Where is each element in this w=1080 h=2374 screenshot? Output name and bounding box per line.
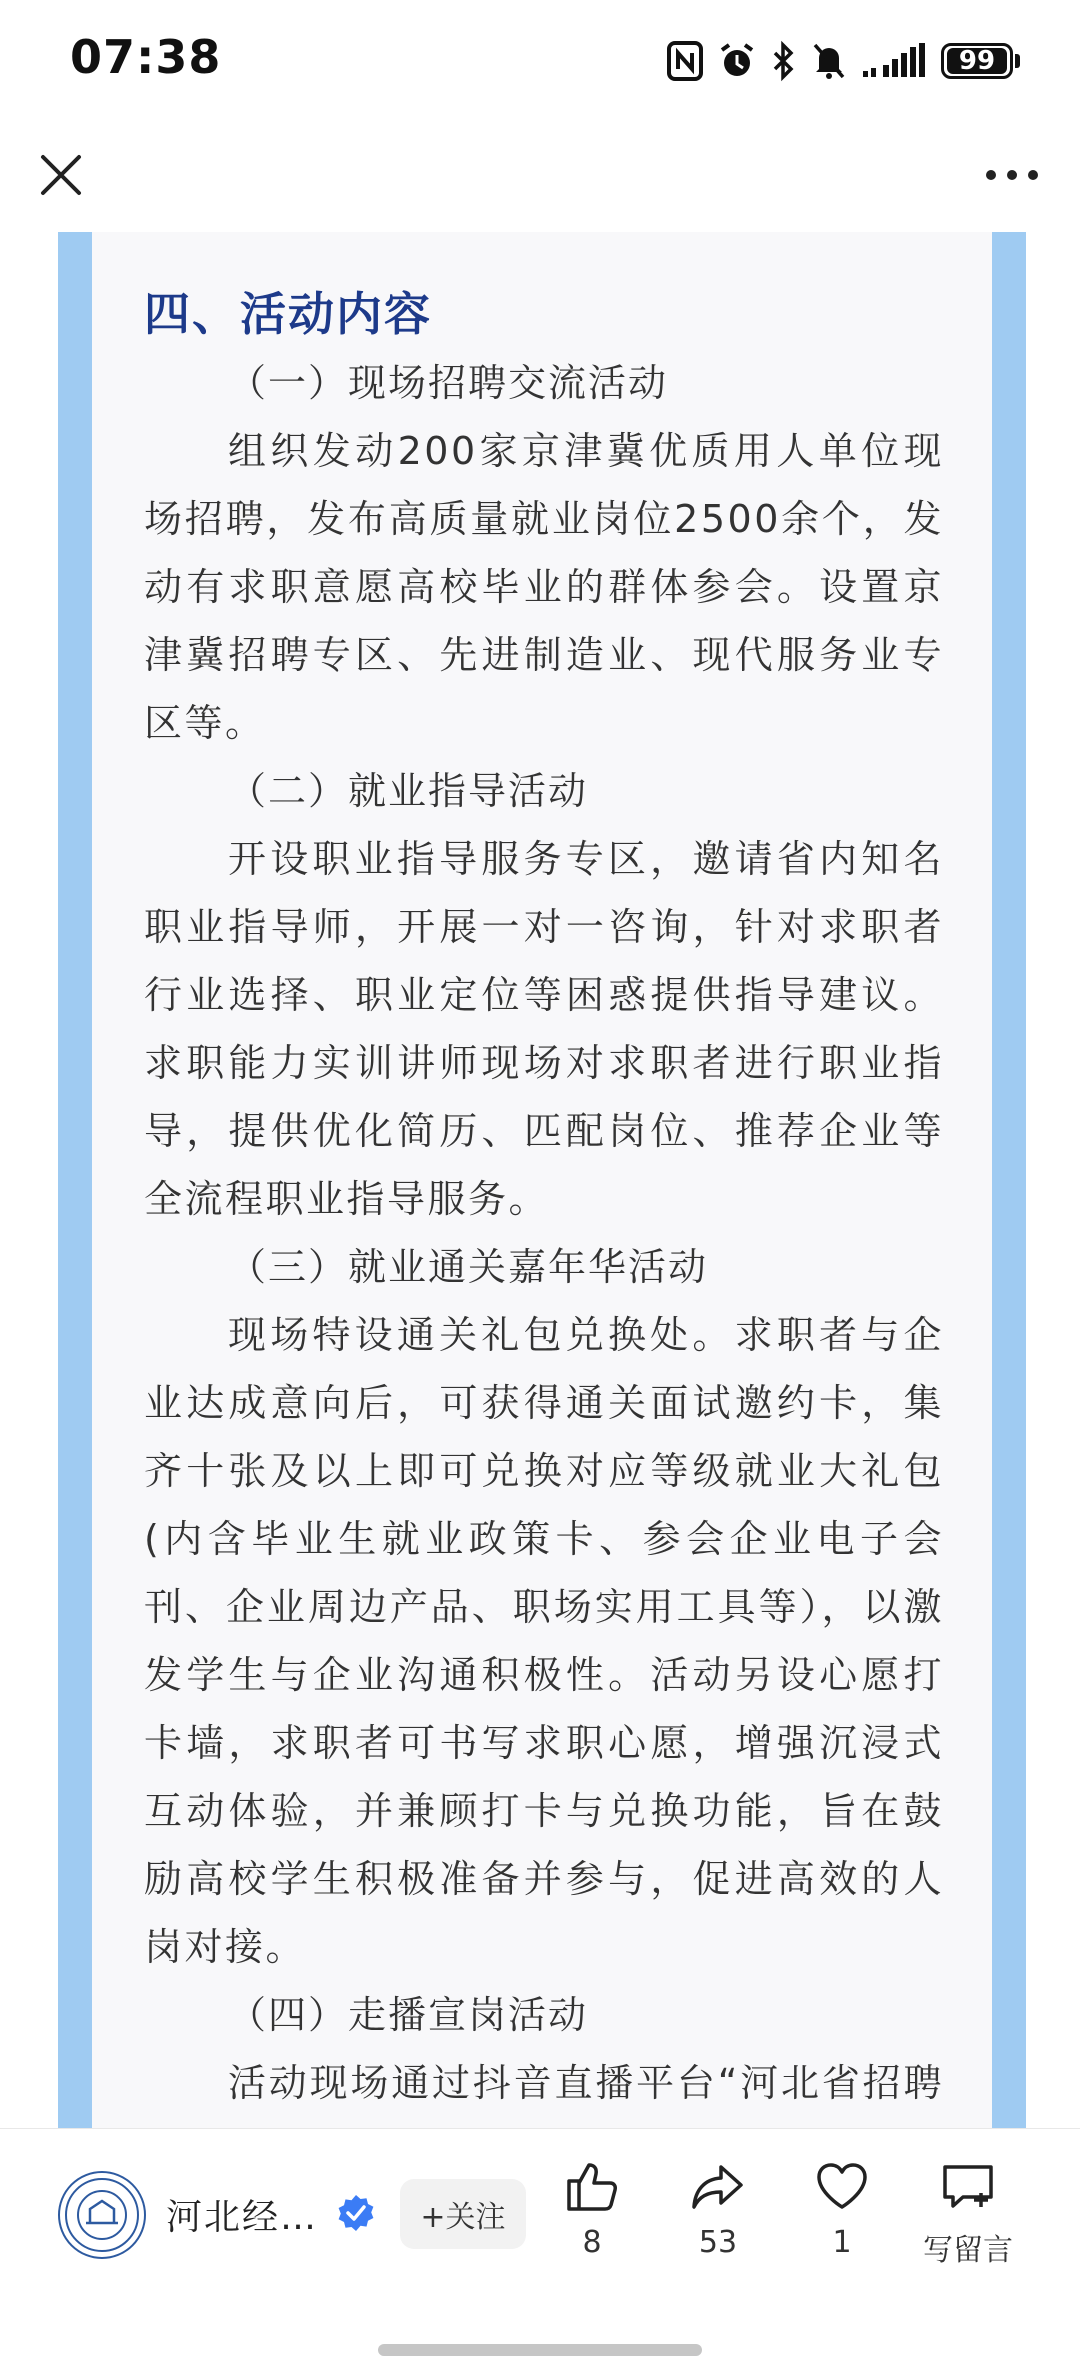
battery-level: 99	[947, 48, 1007, 74]
close-button[interactable]	[28, 142, 94, 208]
top-nav	[0, 120, 1080, 230]
battery-icon	[941, 43, 1020, 79]
sub-heading-2: （二）就业指导活动	[228, 769, 589, 813]
mute-icon	[811, 41, 847, 81]
heart-icon	[813, 2157, 871, 2215]
paragraph-2: 开设职业指导服务专区，邀请省内知名职业指导师，开展一对一咨询，针对求职者行业选择、职业定位等困惑提供指导建议。求职能力实训讲师现场对求职者进行职业指导，提供优化简历、匹配岗位、推荐企业等全流程职业指导服务。	[144, 837, 944, 1221]
like-count: 8	[582, 2225, 602, 2260]
sub-heading-4: （四）走播宣岗活动	[228, 1993, 589, 2037]
share-count: 53	[698, 2225, 738, 2260]
status-icons	[667, 38, 1020, 84]
signal-icon	[861, 41, 927, 81]
article-body	[92, 232, 992, 2130]
paragraph-3: 现场特设通关礼包兑换处。求职者与企业达成意向后，可获得通关面试邀约卡，集齐十张及以上即可兑换对应等级就业大礼包(内含毕业生就业政策卡、参会企业电子会刊、企业周边产品、职场实用工具等），以激发学生与企业沟通积极性。活动另设心愿打卡墙，求职者可书写求职心愿，增强沉浸式互动体验，并兼顾打卡与兑换功能，旨在鼓励高校学生积极准备并参与，促进高效的人岗对接。	[144, 1313, 944, 1969]
bottom-action-bar	[0, 2128, 1080, 2374]
close-icon	[39, 153, 83, 197]
paragraph-1: 组织发动200家京津冀优质用人单位现场招聘，发布高质量就业岗位2500余个，发动有求职意愿高校毕业的群体参会。设置京津冀招聘专区、先进制造业、现代服务业专区等。	[144, 429, 944, 745]
like-button[interactable]	[532, 2157, 652, 2260]
account-avatar[interactable]	[58, 2171, 146, 2259]
more-icon	[984, 168, 1040, 182]
article-frame	[58, 232, 1026, 2130]
thumbs-up-icon	[563, 2157, 621, 2215]
write-comment-button[interactable]	[908, 2157, 1028, 2269]
more-button[interactable]	[972, 142, 1052, 208]
comment-add-icon	[939, 2157, 997, 2215]
favorite-button[interactable]	[782, 2157, 902, 2260]
status-bar	[0, 0, 1080, 120]
share-button[interactable]	[658, 2157, 778, 2260]
section-heading: 四、活动内容	[144, 287, 432, 341]
share-icon	[689, 2157, 747, 2215]
favorite-count: 1	[832, 2225, 852, 2260]
follow-button[interactable]: +关注	[400, 2179, 526, 2249]
article-content	[144, 280, 944, 2185]
sub-heading-3: （三）就业通关嘉年华活动	[228, 1245, 709, 1289]
home-indicator[interactable]	[378, 2344, 702, 2356]
nfc-icon	[667, 41, 703, 81]
write-comment-label: 写留言	[923, 2233, 1013, 2268]
paragraph-4: 活动现场通过抖音直播平台“河北省招聘	[228, 2061, 944, 2105]
alarm-icon	[717, 41, 757, 81]
sub-heading-1: （一）现场招聘交流活动	[228, 361, 669, 405]
bluetooth-icon	[771, 41, 797, 81]
verified-icon	[336, 2193, 376, 2233]
account-name[interactable]: 河北经…	[166, 2197, 319, 2238]
status-time: 07:38	[70, 30, 222, 84]
